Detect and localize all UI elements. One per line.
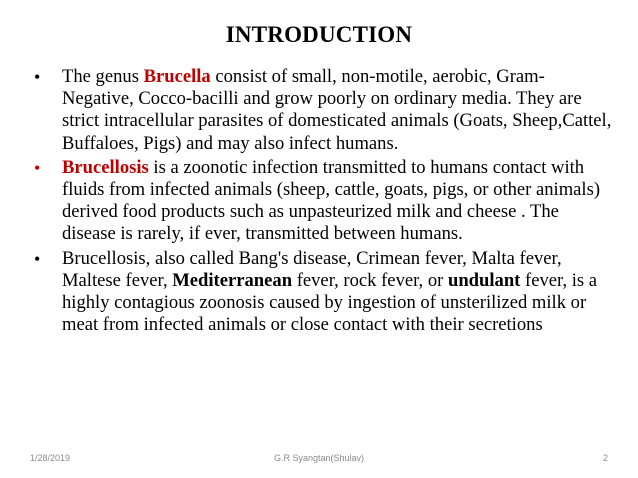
bullet-text: consist of small, non-motile, aerobic, Gram-Negative, Cocco-bacilli and grow poorly on ordinary media. They are strict intracellular parasites of domesticated animals (Goats, Sheep,Cattel, Buffaloes, Pigs) and may also infect humans. xyxy=(62,66,612,154)
slide-title: INTRODUCTION xyxy=(225,22,413,47)
footer-date: 1/28/2019 xyxy=(30,453,71,463)
bullet-item-brucella-genus xyxy=(34,66,614,155)
bullet-item-brucellosis-names xyxy=(34,248,614,337)
bullet-text: The genus xyxy=(62,66,144,87)
highlight-term-brucella: Brucella xyxy=(143,66,211,87)
bullet-list xyxy=(34,66,614,338)
bullet-icon: • xyxy=(34,157,41,178)
bullet-text: is a zoonotic infection transmitted to humans contact with fluids from infected animals (sheep, cattle, goats, pigs, or other animals) derived food products such as unpasteurized milk and cheese . The disease is rarely, if ever, transmitted between humans. xyxy=(62,156,601,245)
bold-term-mediterranean: Mediterranean xyxy=(172,269,293,291)
bullet-item-brucellosis-transmission xyxy=(34,157,614,246)
bold-term-undulant: undulant xyxy=(448,269,521,291)
footer-page-number: 2 xyxy=(602,453,608,463)
bullet-icon: • xyxy=(34,67,41,87)
bullet-text: fever, is a highly contagious zoonosis caused by ingestion of unsterilized milk or meat from infected animals or close contact with their secretions xyxy=(62,269,598,336)
footer-author: G.R Syangtan(Shulav) xyxy=(273,453,365,463)
bullet-text: Brucellosis, also called Bang's disease, Crimean fever, Malta fever, Maltese fever, xyxy=(62,247,562,291)
bullet-text: fever, rock fever, or xyxy=(292,269,448,291)
bullet-icon: • xyxy=(34,248,41,269)
highlight-term-brucellosis: Brucellosis xyxy=(62,156,149,178)
